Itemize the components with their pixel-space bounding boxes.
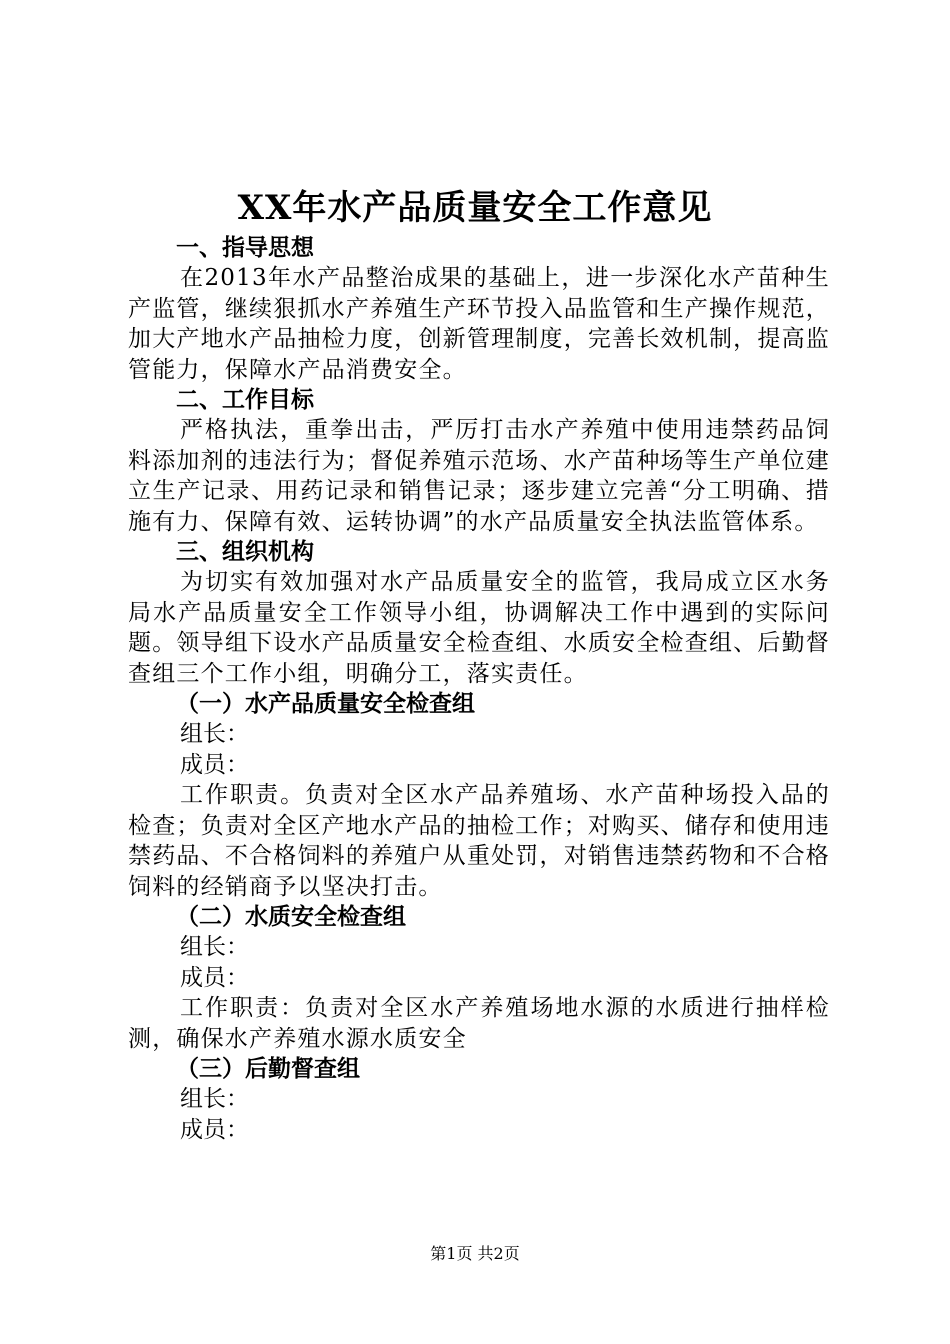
- page-number-footer: 第1页 共2页: [430, 1244, 520, 1263]
- group-leader-line: 组长：: [180, 934, 249, 960]
- section-paragraph-work-goals: 严格执法，重拳出击，严厉打击水产养殖中使用违禁药品饲料添加剂的违法行为；督促养殖示范场、水产苗种场等生产单位建立生产记录、用药记录和销售记录；逐步建立完善“分工明确、措施有力、保障有效、运转协调”的水产品质量安全执法监管体系。: [128, 417, 830, 535]
- group-heading-quality-inspection: （一）水产品质量安全检查组: [176, 691, 475, 717]
- group-leader-line: 组长：: [180, 1086, 249, 1112]
- document-body: [128, 233, 830, 1145]
- document-title: XX年水产品质量安全工作意见: [237, 188, 713, 228]
- section-paragraph-organization: 为切实有效加强对水产品质量安全的监管，我局成立区水务局水产品质量安全工作领导小组，协调解决工作中遇到的实际问题。领导组下设水产品质量安全检查组、水质安全检查组、后勤督查组三个工作小组，明确分工，落实责任。: [128, 569, 830, 687]
- group-duty-paragraph: 工作职责。负责对全区水产品养殖场、水产苗种场投入品的检查；负责对全区产地水产品的抽检工作；对购买、储存和使用违禁药品、不合格饲料的养殖户从重处罚，对销售违禁药物和不合格饲料的经销商予以坚决打击。: [128, 782, 830, 900]
- section-paragraph-guiding-thought: 在2013年水产品整治成果的基础上，进一步深化水产苗种生产监管，继续狠抓水产养殖生产环节投入品监管和生产操作规范，加大产地水产品抽检力度，创新管理制度，完善长效机制，提高监管能力，保障水产品消费安全。: [128, 265, 830, 383]
- section-heading-guiding-thought: 一、指导思想: [176, 235, 314, 261]
- group-duty-paragraph: 工作职责：负责对全区水产养殖场地水源的水质进行抽样检测，确保水产养殖水源水质安全: [128, 995, 830, 1052]
- section-heading-organization: 三、组织机构: [176, 539, 314, 565]
- group-members-line: 成员：: [180, 964, 249, 991]
- group-members-line: 成员：: [180, 1116, 249, 1143]
- group-members-line: 成员：: [180, 751, 249, 778]
- group-heading-water-quality: （二）水质安全检查组: [176, 904, 406, 930]
- section-heading-work-goals: 二、工作目标: [176, 387, 314, 413]
- group-leader-line: 组长：: [180, 721, 249, 747]
- group-heading-logistics: （三）后勤督查组: [176, 1056, 360, 1082]
